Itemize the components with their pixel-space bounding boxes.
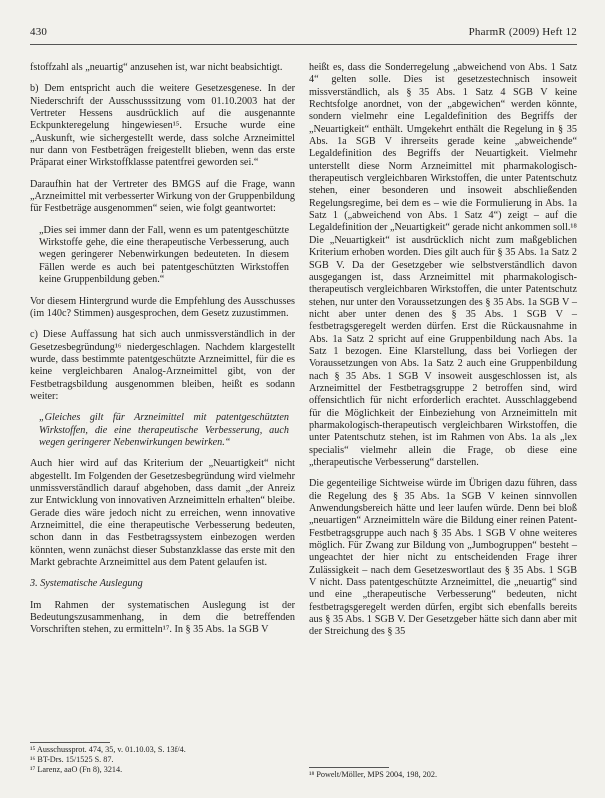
paragraph: Die gegenteilige Sichtweise würde im Übrigen dazu führen, dass die Regelung des § 35 Abs. 1a SGB V keinen sinnvollen Anwendungsbereich hätte und leer laufen würde. Denn bei bloß „neuartigen“ Arzneimitteln wäre die Bildung einer reinen Patent-Festbetragsgruppe auch nach § 35 Abs. 1 SGB V ohne weiteres möglich. Für Zwang zur Bildung von „Jumbogruppen“ besteht – ungeachtet der hier nicht zu entscheidenden Frage ihrer Zulässigkeit – nach dem Gesetzeswortlaut des § 35 Abs. 1 SGB V nicht. Dass patentgeschützte Arzneimittel, die „neuartig“ sind und eine „therapeutische Verbesserung“ bedeuten, nicht festbetragsgeregelt werden dürfen, ergibt sich ebenfalls bereits aus § 35 Abs. 1 SGB V. Der Gesetzgeber hätte sich dann aber mit der Streichung des § 35 (309, 478, 577, 638)
paragraph: heißt es, dass die Sonderregelung „abweichend von Abs. 1 Satz 4“ gelten solle. Dies ist gesetzestechnisch insoweit missverständlich, als § 35 Abs. 1 Satz 4 SGB V keine Rechtsfolge anordnet, von der „abgewichen“ werden könnte, sondern vielmehr eine Legaldefinition des Begriffs der „Neuartigkeit“ enthält. Umgekehrt enthält die Regelung in § 35 Abs. 1a SGB V ihrerseits gerade keine „abweichende“ Legaldefinition des Begriffs der Neuartigkeit. Vielmehr unterstellt diese Norm Arzneimittel mit pharmakologisch-therapeutisch vergleichbaren Wirkstoffen, die unter Patentschutz stehen, einer besonderen und insoweit abschließenden Regelungsregime, bei dem es – wie die Formulierung in Abs. 1a Satz 1 („abweichend von Abs. 1 Satz 4“) zeigt – auf die Legaldefinition der „Neuartigkeit“ gerade nicht ankommen soll.¹⁸ Die „Neuartigkeit“ ist ausdrücklich nicht zum maßgeblichen Kriterium erhoben worden. Dies gilt auch für § 35 Abs. 1a Satz 2 SGB V. Da der Gesetzgeber wie selbstverständlich davon ausgegangen ist, dass Arzneimittel mit pharmakologisch-therapeutisch vergleichbaren Wirkstoffen, die unter Patentschutz stehen, nur unter den Voraussetzungen des § 35 Abs. 1a SGB V – nicht aber unter denen des § 35 Abs. 1 SGB V – festbetragsgeregelt werden dürfen. Erst die Rückausnahme in Abs. 1a Satz 2 spricht auf eine Gruppenbildung nach Abs. 1a Satz 1 bezogen. Eine Klarstellung, dass bei Vorliegen der Voraussetzungen von Abs. 1a Satz 2 auch eine Gruppenbildung nach § 35 Abs. 1 SGB V insoweit ausgeschlossen ist, als Arzneimittel der Festbetragsgruppe 2 betroffen sind, wird offensichtlich für nicht erforderlich erachtet. Ausschlaggebend für die Möglichkeit der Einbeziehung von Arzneimitteln mit pharmakologisch-therapeutisch vergleichbaren Wirkstoffen, die unter Patentschutz stehen, ist im Rahmen von Abs. 1a als „lex specialis“ vielmehr allein die Frage, ob diese eine „therapeutische Verbesserung“ darstellen. (309, 62, 577, 468)
footnote: ¹⁷ Larenz, aaO (Fn 8), 3214. (30, 765, 123, 775)
footnote: ¹⁸ Powelt/Möller, MPS 2004, 198, 202. (309, 770, 438, 779)
right-footnotes (309, 770, 437, 780)
paragraph: c) Diese Auffassung hat sich auch unmissverständlich in der Gesetzesbegründung¹⁶ niedergeschlagen. Nachdem klargestellt wurde, dass bestimmte patentgeschützte Arzneimittel, für die es keine vergleichbaren Analog-Arzneimittel gibt, von der Festbetragsbildung ausgenommen bleiben, heißt es sodann weiter: (30, 329, 295, 402)
footnote-rule (30, 742, 110, 743)
right-column (309, 62, 577, 648)
left-footnotes (30, 745, 186, 776)
journal-reference: PharmR (2009) Heft 12 (468, 26, 577, 38)
paragraph: Im Rahmen der systematischen Auslegung ist der Bedeutungszusammenhang, in dem die betreffenden Vorschriften stehen, zu ermitteln¹⁷. In § 35 Abs. 1a SGB V (30, 599, 295, 636)
quotation: „Gleiches gilt für Arzneimittel mit patentgeschützten Wirkstoffen, die eine therapeutische Verbesserung, auch wegen geringerer Nebenwirkungen bewirken.“ (39, 412, 289, 448)
footnote-rule (309, 767, 389, 768)
paragraph: Vor diesem Hintergrund wurde die Empfehlung des Ausschusses (im 140c? Stimmen) ausgesprochen, dem Gesetz zuzustimmen. (30, 295, 295, 319)
header-rule (30, 44, 577, 45)
footnote: ¹⁶ BT-Drs. 15/1525 S. 87. (30, 755, 114, 765)
page-header (30, 26, 577, 42)
paragraph: Daraufhin hat der Vertreter des BMGS auf die Frage, wann „Arzneimittel mit verbesserter Wirkung von der Gruppenbildung für Festbeträge ausgenommen“ seien, wie folgt geantwortet: (30, 178, 295, 215)
paragraph: fstoffzahl als „neuartig“ anzusehen ist, war nicht beabsichtigt. (30, 62, 283, 73)
footnote: ¹⁵ Ausschussprot. 474, 35, v. 01.10.03, S. 13f/4. (30, 745, 186, 754)
left-column (30, 62, 295, 646)
section-heading: 3. Systematische Auslegung (30, 578, 143, 590)
quotation: „Dies sei immer dann der Fall, wenn es um patentgeschützte Wirkstoffe gehe, die eine therapeutische Verbesserung, auch wegen geringerer Nebenwirkungen bedeuteten. In diesem Fällen werde es auch bei patentgeschützten Wirkstoffen keine Gruppenbildung geben.“ (39, 224, 289, 286)
paragraph: b) Dem entspricht auch die weitere Gesetzesgenese. In der Niederschrift der Ausschusssitzung vom 01.10.2003 hat der Vertreter Hessens ausdrücklich auf die ausgenannte Eckpunkteregelung hingewiesen¹⁵. Ersuche wurde eine „Auskunft, wie sichergestellt werde, dass solche Arzneimittel nur dann von Festbeträgen freigestellt blieben, wenn das erste Präparat einer Wirkstoffklasse patentfrei geworden sei.“ (30, 83, 295, 169)
paragraph: Auch hier wird auf das Kriterium der „Neuartigkeit“ nicht abgestellt. Im Folgenden der Gesetzesbegründung wird vielmehr unmissverständlich darauf abgehoben, dass damit „der Anreiz zur Entwicklung von innovativen Arzneimitteln erhalten“ bleibe. Gerade dies wäre jedoch nicht zu erreichen, wenn innovative Arzneimittel, die eine therapeutische Verbesserung bedeuten, schon dann in das Festbetragssystem einbezogen werden könnten, wenn zunächst dieser Substanzklasse das erste mit den Markt gebrachte Arzneimittel aus dem Patent gelaufen ist. (30, 458, 295, 569)
page-number: 430 (30, 26, 48, 38)
